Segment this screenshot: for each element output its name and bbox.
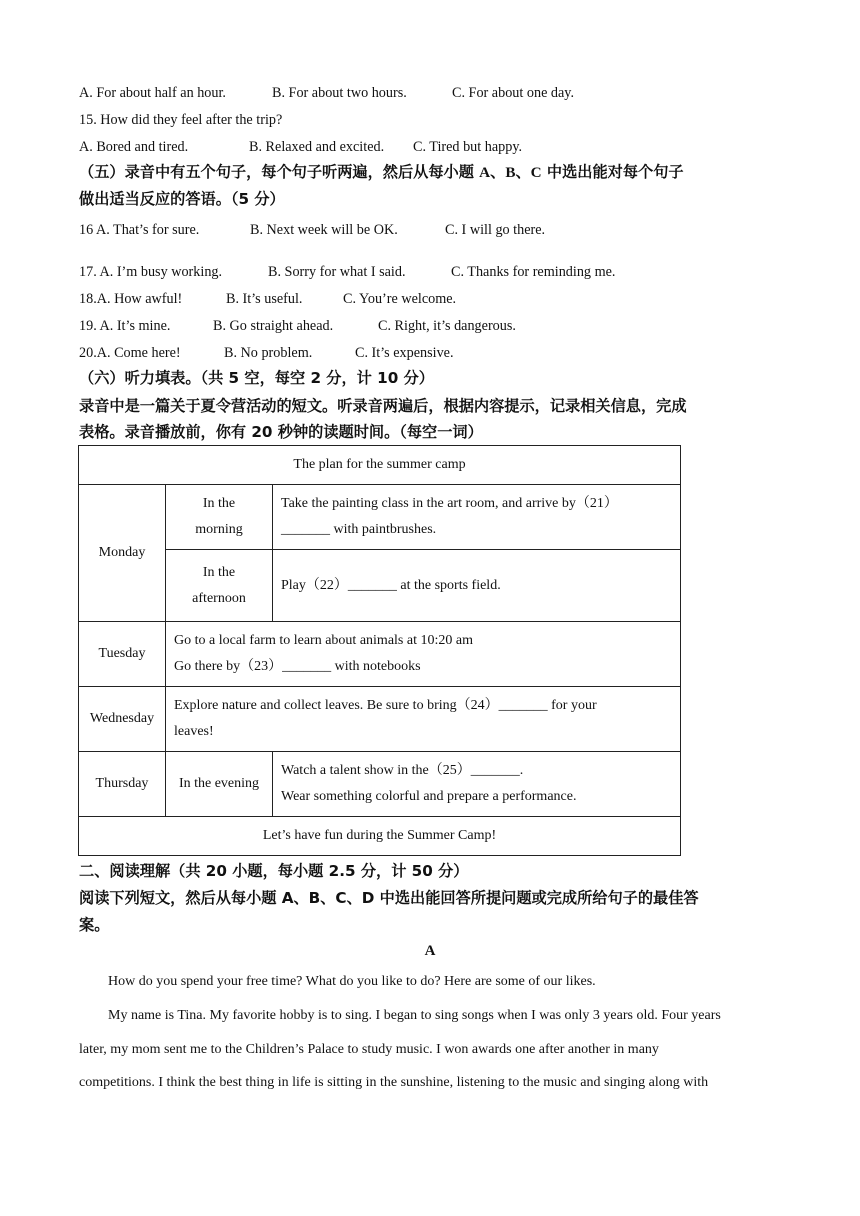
passage-a-para2: My name is Tina. My favorite hobby is to sing. I began to sing songs when I was only 3 years old. Four years later, my mom sent me to the Children’s Palace to study music. I won awards one after another in many competitions. I think the best thing in life is sitting in the sunshine, listening to the music and singing along with: [79, 1008, 721, 1090]
q14-option-b[interactable]: B. For about two hours.: [272, 85, 407, 101]
table-title: The plan for the summer camp: [79, 446, 681, 485]
q17-option-b[interactable]: B. Sorry for what I said.: [268, 264, 406, 280]
summer-camp-table: [78, 445, 681, 856]
q18-option-a[interactable]: 18.A. How awful!: [79, 291, 183, 307]
blank-21[interactable]: _______ with paintbrushes.: [281, 522, 437, 537]
q20-option-c[interactable]: C. It’s expensive.: [355, 345, 454, 361]
wednesday-plan[interactable]: Explore nature and collect leaves. Be sure to bring（24）_______ for your leaves!: [166, 687, 681, 752]
q20-option-a[interactable]: 20.A. Come here!: [79, 345, 181, 361]
q17-option-a[interactable]: 17. A. I’m busy working.: [79, 264, 223, 280]
thursday-evening-label: In the evening: [166, 752, 273, 817]
day-thursday: Thursday: [79, 752, 166, 817]
q19-option-b[interactable]: B. Go straight ahead.: [213, 318, 334, 334]
table-footer: Let’s have fun during the Summer Camp!: [79, 817, 681, 856]
monday-morning-label: In the morning: [166, 485, 273, 550]
q14-options: [79, 84, 574, 102]
part5-heading-tail: 中选出能对每个句子: [541, 163, 684, 181]
q14-option-c[interactable]: C. For about one day.: [452, 85, 575, 101]
q16-option-c[interactable]: C. I will go there.: [445, 222, 546, 238]
part5-heading-abc: A、B、C: [479, 164, 542, 181]
q18-options: [79, 290, 456, 308]
day-tuesday: Tuesday: [79, 622, 166, 687]
tuesday-plan[interactable]: Go to a local farm to learn about animals at 10:20 am Go there by（23）_______ with notebooks: [166, 622, 681, 687]
q17-option-c[interactable]: C. Thanks for reminding me.: [451, 264, 616, 280]
part6-intro-line2: 表格。录音播放前，你有 20 秒钟的读题时间。（每空一词）: [79, 423, 483, 441]
part6-heading: （六）听力填表。（共 5 空，每空 2 分，计 10 分）: [79, 369, 434, 387]
q17-options: [79, 263, 615, 281]
q19-option-c[interactable]: C. Right, it’s dangerous.: [378, 318, 516, 334]
q16-option-b[interactable]: B. Next week will be OK.: [250, 222, 398, 238]
q20-options: [79, 344, 454, 362]
q16-option-a[interactable]: 16 A. That’s for sure.: [79, 222, 200, 238]
q15-option-c[interactable]: C. Tired but happy.: [413, 139, 523, 155]
q14-option-a[interactable]: A. For about half an hour.: [79, 85, 226, 101]
part5-heading-text: （五）录音中有五个句子，每个句子听两遍，然后从每小题: [79, 163, 480, 181]
thursday-plan[interactable]: Watch a talent show in the（25）_______. Wear something colorful and prepare a performance.: [273, 752, 681, 817]
q19-option-a[interactable]: 19. A. It’s mine.: [79, 318, 171, 334]
q16-options: [79, 221, 545, 239]
part6-intro-line1: 录音中是一篇关于夏令营活动的短文。听录音两遍后，根据内容提示，记录相关信息，完成: [79, 397, 687, 415]
q20-option-b[interactable]: B. No problem.: [224, 345, 313, 361]
reading-intro-line1: 阅读下列短文，然后从每小题 A、B、C、D 中选出能回答所提问题或完成所给句子的最佳答: [79, 889, 699, 907]
q19-options: [79, 317, 516, 335]
q18-option-c[interactable]: C. You’re welcome.: [343, 291, 457, 307]
day-wednesday: Wednesday: [79, 687, 166, 752]
q15-option-a[interactable]: A. Bored and tired.: [79, 139, 189, 155]
reading-heading: 二、阅读理解（共 20 小题，每小题 2.5 分，计 50 分）: [79, 862, 469, 880]
day-monday: Monday: [79, 485, 166, 622]
monday-afternoon-label: In the afternoon: [166, 550, 273, 622]
part5-heading-line1: [79, 160, 684, 185]
q15-stem: 15. How did they feel after the trip?: [79, 112, 283, 128]
q15-options: [79, 138, 522, 156]
passage-a-title: A: [424, 943, 436, 959]
q15-option-b[interactable]: B. Relaxed and excited.: [249, 139, 385, 155]
monday-morning-plan: Take the painting class in the art room, and arrive by（21） _______ with paintbrushes.: [273, 485, 681, 550]
q18-option-b[interactable]: B. It’s useful.: [226, 291, 303, 307]
reading-intro-line2: 案。: [79, 916, 110, 934]
monday-afternoon-plan[interactable]: Play（22）_______ at the sports field.: [273, 550, 681, 622]
passage-a-para1: How do you spend your free time? What do you like to do? Here are some of our likes.: [108, 974, 596, 989]
part5-heading-line2: 做出适当反应的答语。（5 分）: [79, 190, 285, 208]
